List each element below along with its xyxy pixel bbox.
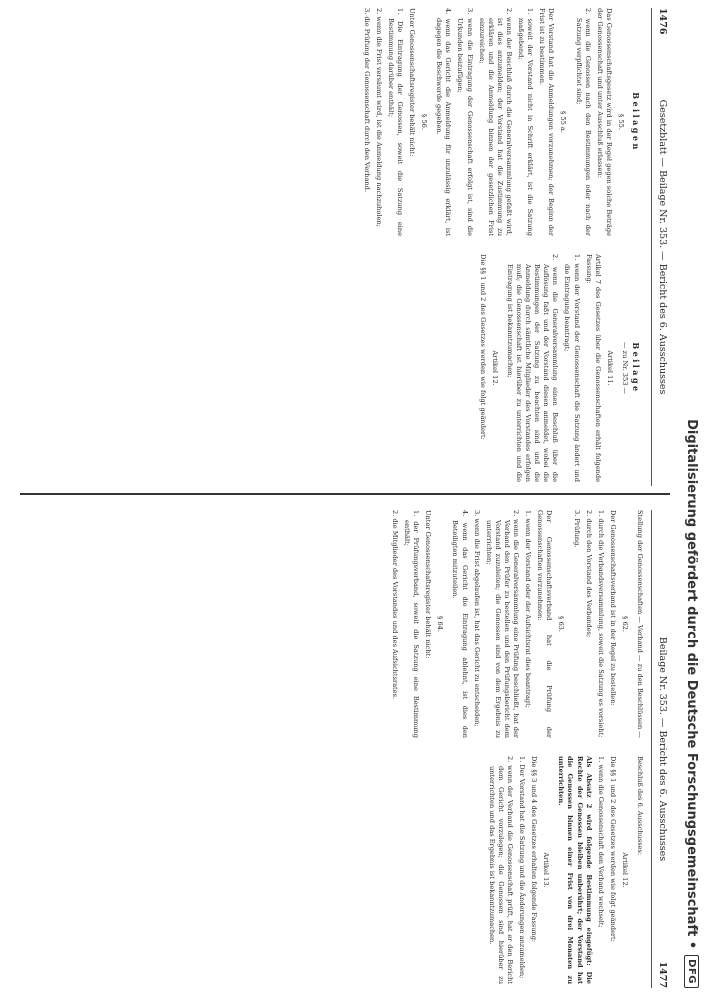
list-item: 2. wenn die Generalversammlung eine Prüfung beschließt, hat der Verband den Prüfer zu bestellen und den Prüfungsbericht dem Vorstand zuzuleiten; die Genossen sind von dem Ergebnis zu unterrichten; xyxy=(484,510,521,738)
left-page-header xyxy=(652,8,670,486)
body-paragraph: Die §§ 1 und 2 des Gesetzes werden wie folgt geändert: xyxy=(478,254,487,440)
left-page-column-1 xyxy=(24,8,644,236)
left-header-rule xyxy=(651,8,652,486)
paragraph-heading: Artikel 11. xyxy=(605,350,614,386)
section-subtitle: — zu Nr. 353 — xyxy=(620,341,629,395)
body-paragraph: Der Vorstand hat die Anmeldungen vorzunehmen; der Beginn der Frist ist zu bestimmen. xyxy=(538,8,556,236)
right-page-column-1 xyxy=(24,510,644,738)
list-item: 3. wenn die Frist abgelaufen ist, hat das Gericht zu entscheiden; xyxy=(472,510,481,727)
body-paragraph: Der Genossenschaftsverband hat die Prüfung der Genossenschaften vorzunehmen: xyxy=(536,510,554,738)
right-page-number: 1477 xyxy=(657,961,668,988)
list-item: 1. wenn der Vorstand der Genossenschaft die Satzung ändert und die Eintragung beantragt; xyxy=(563,254,581,482)
body-paragraph: Das Genossenschaftsgesetz wird in der Regel gegen solche Beträge der Genossenschaft und unter Ausschluß erlassen: xyxy=(595,8,613,236)
left-page xyxy=(20,8,670,486)
paragraph-heading: § 55. xyxy=(616,114,625,130)
list-item: 2. wenn der Beschluß durch die Generalversammlung gefaßt wird, ist dies anzumelden; der Vorstand hat die Zustimmung zu erklären und die Anmeldung binnen der gesetzlichen Frist einzureichen; xyxy=(477,8,513,236)
body-paragraph: Als Absatz 2 wird folgende Bestimmung eingefügt: Die Rechte der Genossen bleiben unberührt; der Vorstand hat die Genossen binnen einer Frist von drei Monaten zu unterrichten. xyxy=(557,756,593,984)
paragraph-heading: § 63. xyxy=(557,616,566,632)
list-item: 3. Prüfung. xyxy=(572,510,581,548)
body-paragraph: Unter Genossenschaftsregister behält nicht: xyxy=(424,510,433,659)
body-paragraph: Stellung der Genossenschaften — Verband — zu den Beschlüssen — xyxy=(636,510,644,738)
paragraph-heading: § 64. xyxy=(436,616,445,632)
list-item: 1. Die Eintragung der Genossen, soweit die Satzung eine Bestimmung darüber enthält; xyxy=(386,8,405,236)
list-item: 4. wenn das Gericht die Eintragung ablehnt, ist dies den Beteiligten mitzuteilen. xyxy=(451,510,469,738)
paragraph-heading: § 62. xyxy=(620,616,629,632)
page-gutter-rule xyxy=(20,493,670,495)
list-item: 2. wenn die Frist versäumt wird, ist die Anmeldung nachzuholen; xyxy=(374,8,383,227)
right-page-header-text: Beilage Nr. 353. — Bericht des 6. Ausschusses xyxy=(657,636,668,862)
list-item: 1. wenn die Genossenschaft den Verband wechselt; xyxy=(596,756,605,928)
section-title: Beilagen xyxy=(631,92,641,152)
left-page-number: 1476 xyxy=(657,8,668,35)
watermark-text-strip xyxy=(682,0,702,1000)
body-paragraph: Artikel 7 des Gesetzes über die Genossenschaften erhält folgende Fassung: xyxy=(584,254,602,482)
list-item: 2. durch den Vorstand des Verbandes; xyxy=(584,510,593,638)
dfg-logo: DFG xyxy=(685,955,700,988)
right-header-rule xyxy=(651,510,652,988)
paragraph-heading: Artikel 13. xyxy=(542,852,551,888)
list-item: 1. soweit der Vorstand nicht in Schrift erklärt, ist die Satzung maßgebend; xyxy=(517,8,535,236)
body-paragraph: Der Genossenschaftsverband ist in der Regel zu bestellen: xyxy=(608,510,617,706)
right-page-column-2 xyxy=(24,756,644,984)
list-item: 1. der Prüfungsverband, soweit die Satzung eine Bestimmung enthält; xyxy=(403,510,421,738)
left-page-column-2 xyxy=(24,254,644,482)
body-paragraph: Die §§ 3 und 4 des Gesetzes erhalten folgende Fassung: xyxy=(530,756,539,943)
paragraph-heading: Artikel 12. xyxy=(620,852,629,888)
paragraph-heading: § 55 a. xyxy=(559,111,568,133)
right-page xyxy=(20,510,670,988)
dfg-watermark xyxy=(682,0,702,1000)
watermark-text: Digitalisierung gefördert durch die Deutsche Forschungsgemeinschaft • xyxy=(684,419,700,950)
right-page-header xyxy=(652,510,670,988)
list-item: 2. wenn die Genossen nach den Bestimmungen oder nach der Satzung verpflichtet sind; xyxy=(574,8,592,236)
left-page-header-text: Gesetzblatt — Beilage Nr. 353. — Bericht des 6. Ausschusses xyxy=(657,99,668,395)
list-item: 1. durch die Verbandsversammlung, soweit die Satzung es vorsieht; xyxy=(596,510,605,738)
list-item: 1. Der Vorstand hat die Satzung und die Änderungen anzumelden; xyxy=(518,756,527,979)
list-item: 2. die Mitglieder des Vorstandes und des Aufsichtsrates. xyxy=(391,510,400,700)
section-title: Beilage xyxy=(631,342,641,394)
list-item: 2. wenn der Verband die Genossenschaft prüft, hat er den Bericht dem Gericht vorzulegen; die Genossen sind hierüber zu unterrichten und das Ergebnis ist bekanntzumachen. xyxy=(487,756,514,984)
body-paragraph: Unter Genossenschaftsregister behält nicht: xyxy=(408,8,417,157)
list-item: 3. wenn die Eintragung der Genossenschaft erfolgt ist, sind die Urkunden beizufügen; xyxy=(456,8,474,236)
paragraph-heading: Artikel 12. xyxy=(490,350,499,386)
body-paragraph: Beschluß des 6. Ausschusses: xyxy=(636,756,644,856)
list-item: 1. wenn der Vorstand oder der Aufsichtsrat dies beantragt; xyxy=(524,510,533,708)
body-paragraph: Die §§ 1 und 2 des Gesetzes werden wie folgt geändert: xyxy=(608,756,617,942)
list-item: 2. wenn die Generalversammlung einen Beschluß über die Auflösung faßt und der Vorstand diesen anmeldet, wobei die Bestimmungen der Satzung zu beachten sind und die Anmeldung durch sämtliche Mitglieder des Vorstandes erfolgen muß; die Genossenschaft ist hierüber zu unterrichten und die Eintragung ist bekanntzumachen; xyxy=(505,254,560,482)
list-item: 4. wenn das Gericht die Anmeldung für unzulässig erklärt, ist dagegen die Beschwerde gegeben. xyxy=(435,8,453,236)
paragraph-heading: § 56. xyxy=(420,114,429,130)
list-item: 3. die Prüfung der Genossenschaft durch den Verband. xyxy=(362,8,371,192)
